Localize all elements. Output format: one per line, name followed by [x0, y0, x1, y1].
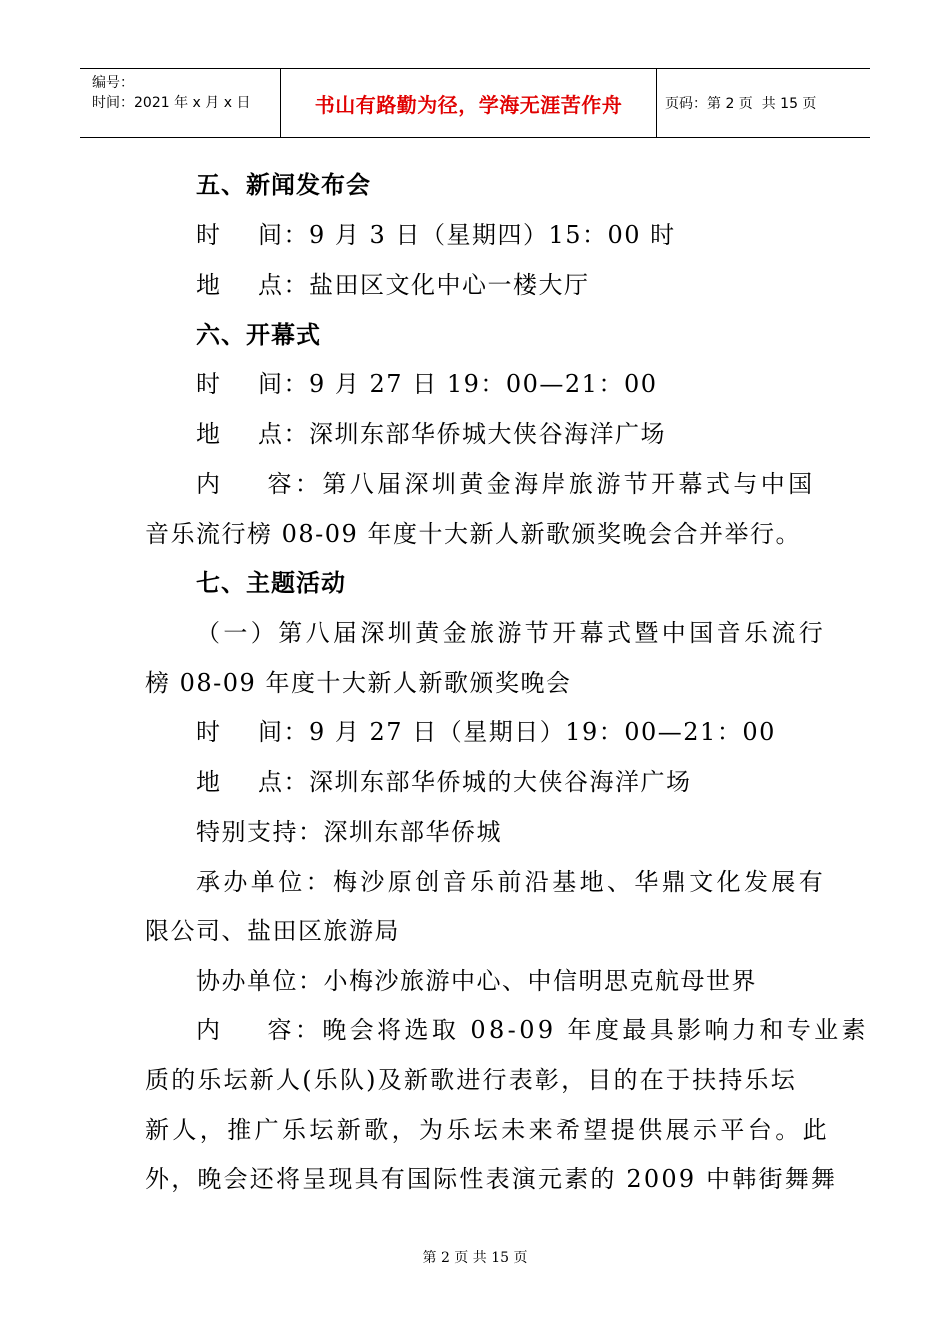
header-motto: 书山有路勤为径，学海无涯苦作舟 [281, 69, 657, 137]
page-header [80, 68, 870, 138]
header-page-info: 页码：第 2 页 共 15 页 [665, 96, 817, 112]
opening-content: 内 容：第八届深圳黄金海岸旅游节开幕式与中国 [196, 470, 816, 498]
theme-1-special-support: 特别支持：深圳东部华侨城 [196, 818, 502, 846]
page-footer: 第 2 页 共 15 页 [422, 1250, 528, 1266]
press-time: 时 间：9 月 3 日（星期四）15：00 时 [196, 221, 676, 249]
opening-content-cont: 音乐流行榜 08-09 年度十大新人新歌颁奖晚会合并举行。 [145, 520, 801, 548]
press-location: 地 点：盐田区文化中心一楼大厅 [196, 271, 590, 299]
opening-location: 地 点：深圳东部华侨城大侠谷海洋广场 [196, 420, 667, 448]
theme-1-time: 时 间：9 月 27 日（星期日）19：00—21：00 [196, 718, 776, 746]
opening-time: 时 间：9 月 27 日 19：00—21：00 [196, 370, 658, 398]
theme-1-content-cont-3: 外，晚会还将呈现具有国际性表演元素的 2009 中韩街舞舞 [145, 1165, 838, 1193]
header-meta [80, 69, 281, 137]
theme-1-content-cont-2: 新人，推广乐坛新歌，为乐坛未来希望提供展示平台。此 [145, 1116, 830, 1144]
section-heading-opening: 六、开幕式 [196, 321, 321, 349]
theme-1-co-organizer: 协办单位：小梅沙旅游中心、中信明思克航母世界 [196, 967, 757, 995]
theme-1-content: 内 容：晚会将选取 08-09 年度最具影响力和专业素 [196, 1016, 869, 1044]
theme-1-organizer: 承办单位：梅沙原创音乐前沿基地、华鼎文化发展有 [196, 868, 827, 896]
theme-1-organizer-cont: 限公司、盐田区旅游局 [145, 917, 400, 945]
theme-1-content-cont-1: 质的乐坛新人(乐队)及新歌进行表彰，目的在于扶持乐坛 [145, 1066, 797, 1094]
theme-1-title: （一）第八届深圳黄金旅游节开幕式暨中国音乐流行 [196, 619, 827, 647]
theme-1-location: 地 点：深圳东部华侨城的大侠谷海洋广场 [196, 768, 692, 796]
section-heading-press-conference: 五、新闻发布会 [196, 171, 371, 199]
document-date-label: 时间：2021 年 x 月 x 日 [92, 95, 251, 111]
document-number-label: 编号： [92, 75, 134, 91]
section-heading-themes: 七、主题活动 [196, 569, 346, 597]
theme-1-title-cont: 榜 08-09 年度十大新人新歌颁奖晚会 [145, 669, 572, 697]
